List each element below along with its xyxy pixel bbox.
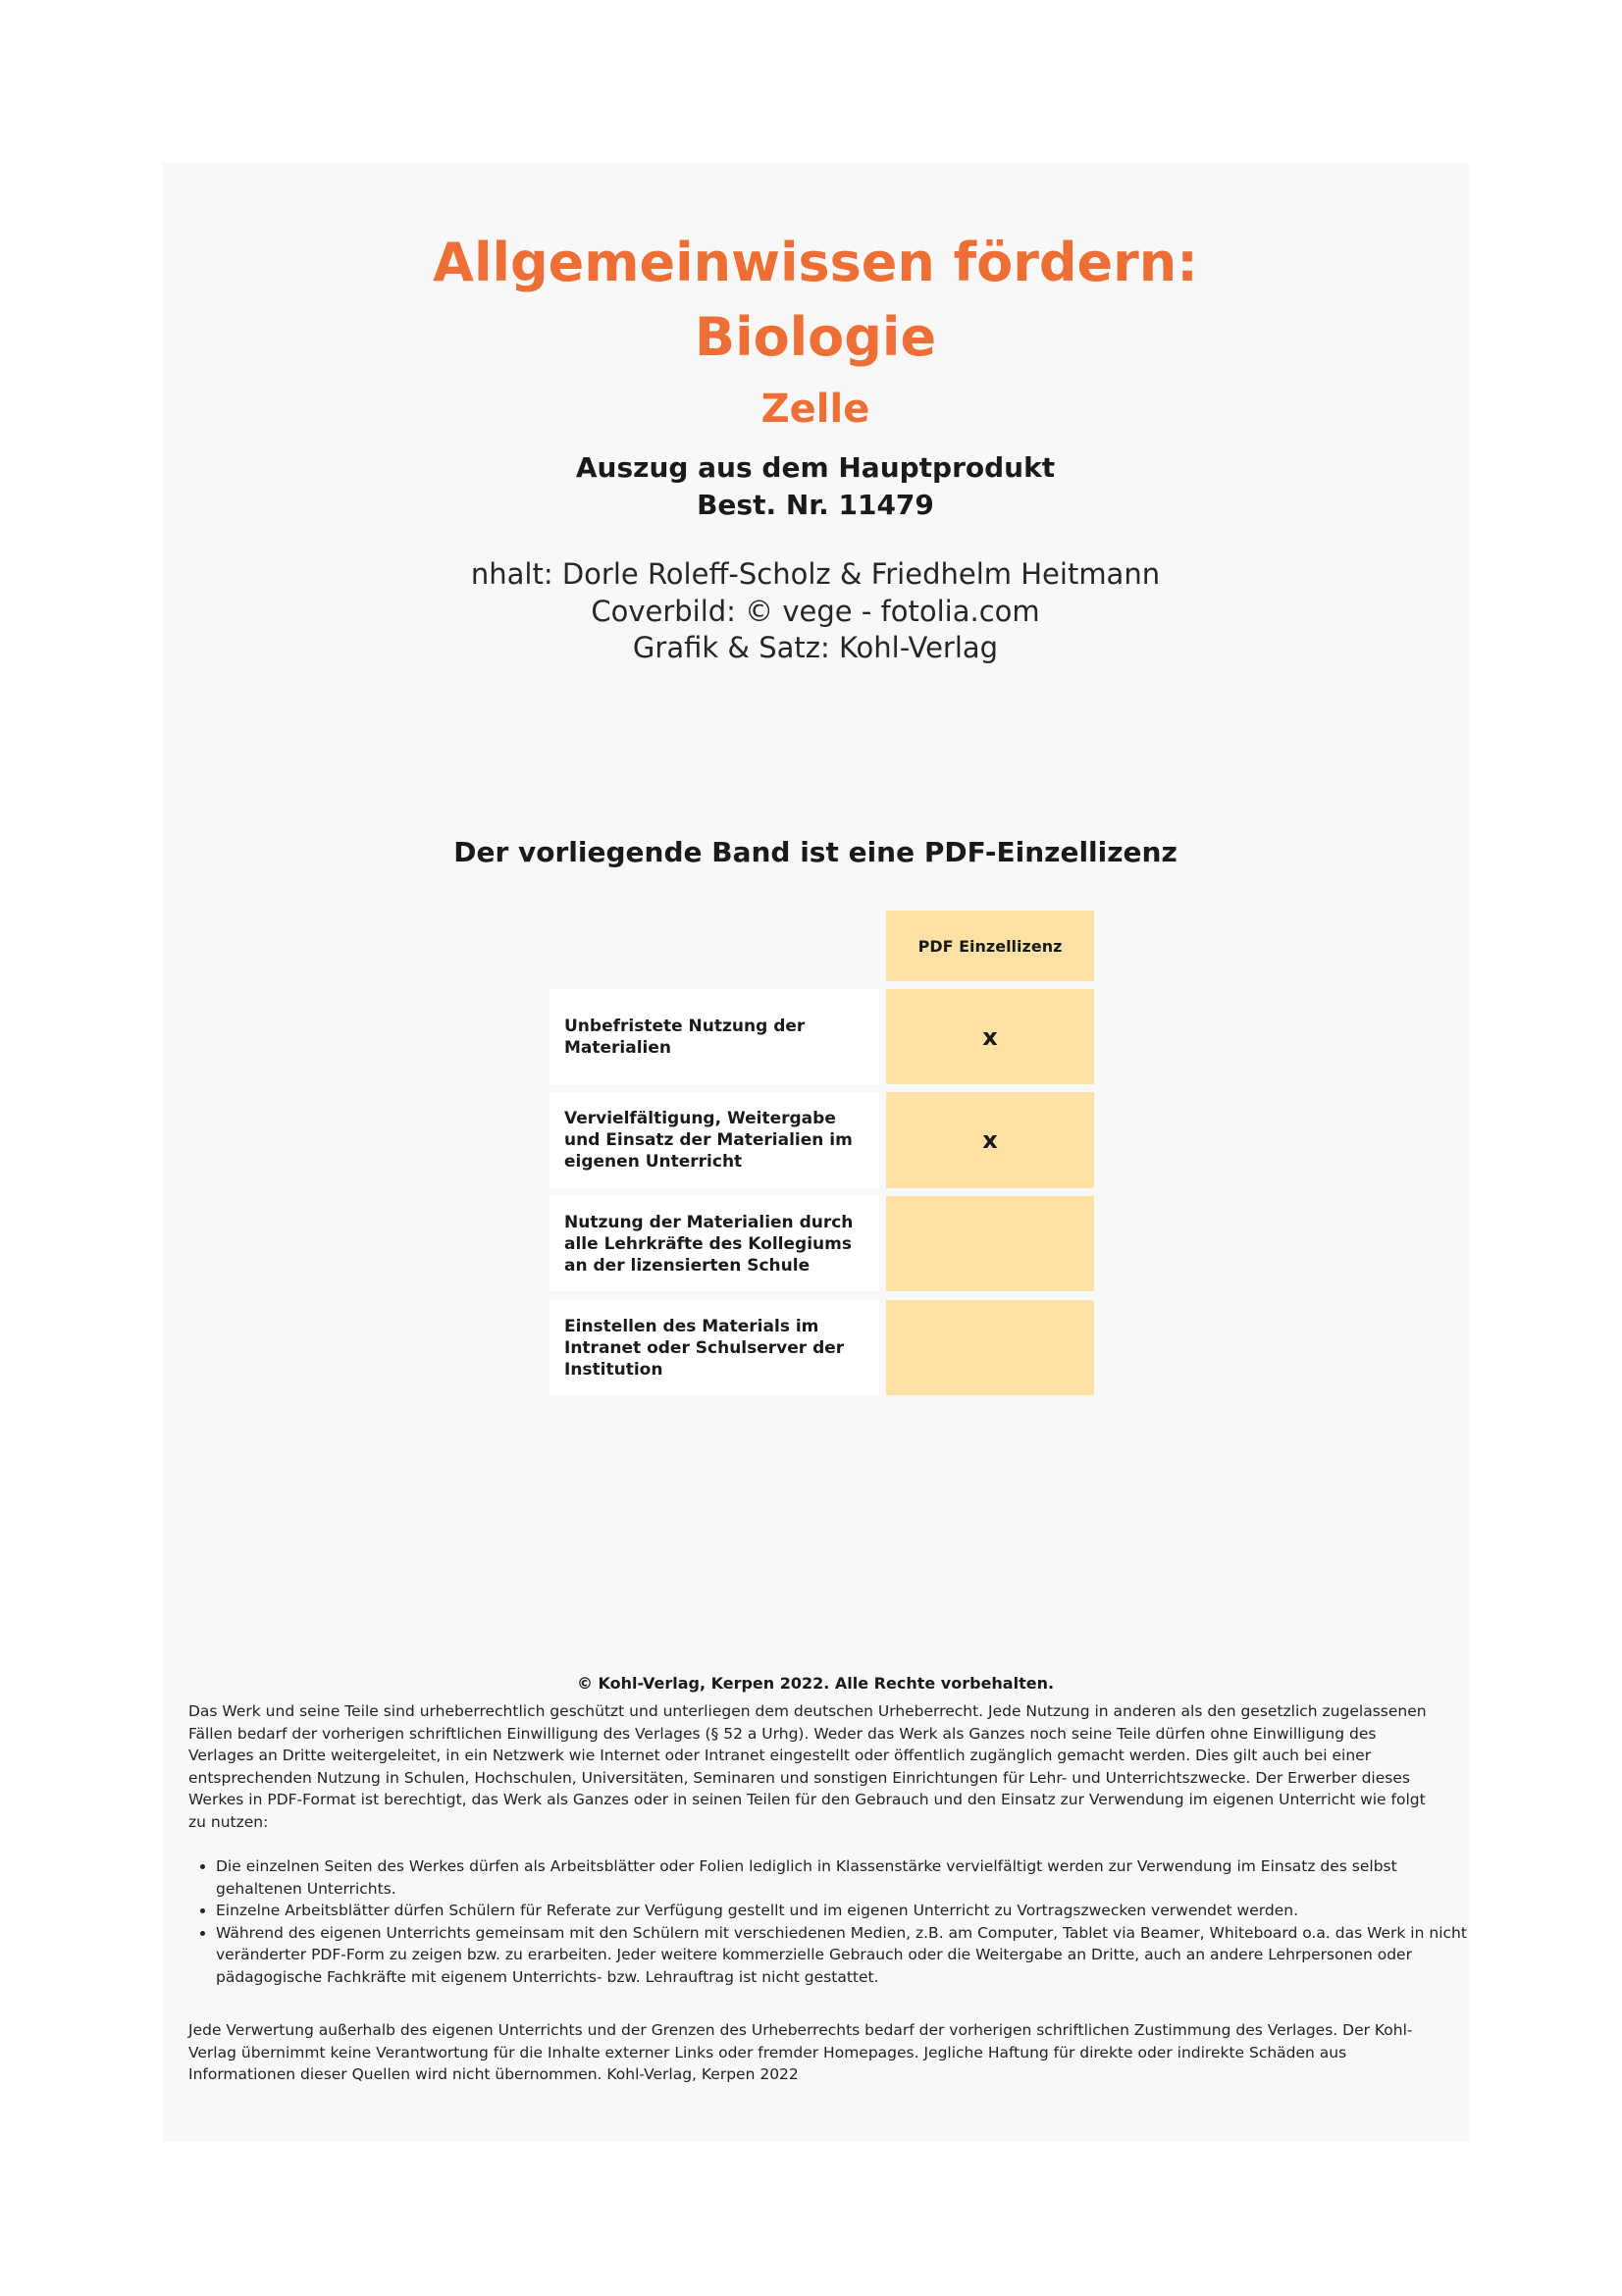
title-line-2: Biologie	[694, 306, 937, 368]
license-row-label: Einstellen des Materials im Intranet oder Schulserver der Institution	[549, 1300, 879, 1395]
usage-rights-list	[188, 1855, 1472, 1988]
license-row-label: Nutzung der Materialien durch alle Lehrkräfte des Kollegiums an der lizensierten Schule	[549, 1196, 879, 1291]
excerpt-note: Auszug aus dem Hauptprodukt	[575, 451, 1056, 484]
credit-content: nhalt: Dorle Roleff-Scholz & Friedhelm Heitmann	[470, 557, 1161, 591]
legal-paragraph: Jede Verwertung außerhalb des eigenen Unterrichts und der Grenzen des Urheberrechts bedarf der vorherigen schriftlichen Zustimmung des Verlages. Der Kohl-Verlag übernimmt keine Verantwortung für die Inhalte externer Links oder fremder Homepages. Jegliche Haftung für direkte oder indirekte Schäden aus Informationen dieser Quellen wird nicht übernommen. Kohl-Verlag, Kerpen 2022	[188, 2021, 1413, 2083]
credit-cover: Coverbild: © vege - fotolia.com	[591, 595, 1040, 628]
subtitle: Zelle	[760, 387, 870, 432]
license-heading: Der vorliegende Band ist eine PDF-Einzellizenz	[453, 836, 1177, 868]
license-row-value: x	[886, 1092, 1094, 1188]
document-page	[162, 162, 1469, 2142]
legal-paragraph: Das Werk und seine Teile sind urheberrechtlich geschützt und unterliegen dem deutschen Urheberrecht. Jede Nutzung in anderen als den gesetzlich zugelassenen Fällen bedarf der vorherigen schriftlichen Einwilligung des Verlages (§ 52 a Urhg). Weder das Werk als Ganzes noch seine Teile dürfen ohne Einwilligung des Verlages an Dritte weitergeleitet, in ein Netzwerk wie Internet oder Intranet eingestellt oder öffentlich zugänglich gemacht werden. Dies gilt auch bei einer entsprechenden Nutzung in Schulen, Hochschulen, Universitäten, Seminaren und sonstigen Einrichtungen für Lehr- und Unterrichtszwecke. Der Erwerber dieses Werkes in PDF-Format ist berechtigt, das Werk als Ganzes oder in seinen Teilen für den Gebrauch und den Einsatz zur Verwendung im eigenen Unterricht wie folgt zu nutzen:	[188, 1702, 1427, 1831]
order-number: Best. Nr. 11479	[697, 489, 934, 521]
list-item: • Einzelne Arbeitsblätter dürfen Schülern für Referate zur Verfügung gestellt und im eigenen Unterricht zu Vortragszwecken verwendet werden.	[216, 1900, 1472, 1922]
list-item: • Die einzelnen Seiten des Werkes dürfen als Arbeitsblätter oder Folien lediglich in Klassenstärke vervielfältigt werden zur Verwendung im Einsatz des selbst gehaltenen Unterrichts.	[216, 1855, 1472, 1900]
list-item: • Während des eigenen Unterrichts gemeinsam mit den Schülern mit verschiedenen Medien, z.B. am Computer, Tablet via Beamer, Whiteboard o.a. das Werk in nicht veränderter PDF-Form zu zeigen bzw. zu erarbeiten. Jeder weitere kommerzielle Gebrauch oder die Weitergabe an Dritte, auch an andere Lehrpersonen oder pädagogische Fachkräfte mit eigenem Unterrichts- bzw. Lehrauftrag ist nicht gestattet.	[216, 1922, 1472, 1989]
license-row-value: x	[886, 989, 1094, 1084]
credit-graphics: Grafik & Satz: Kohl-Verlag	[632, 631, 999, 664]
license-row-label: Unbefristete Nutzung der Materialien	[549, 989, 879, 1084]
license-row-label: Vervielfältigung, Weitergabe und Einsatz der Materialien im eigenen Unterricht	[549, 1092, 879, 1188]
license-row-value	[886, 1196, 1094, 1291]
license-row-value	[886, 1300, 1094, 1395]
title-line-1: Allgemeinwissen fördern:	[433, 232, 1198, 293]
copyright-notice: © Kohl-Verlag, Kerpen 2022. Alle Rechte vorbehalten.	[576, 1674, 1055, 1693]
license-column-header: PDF Einzellizenz	[886, 911, 1094, 981]
